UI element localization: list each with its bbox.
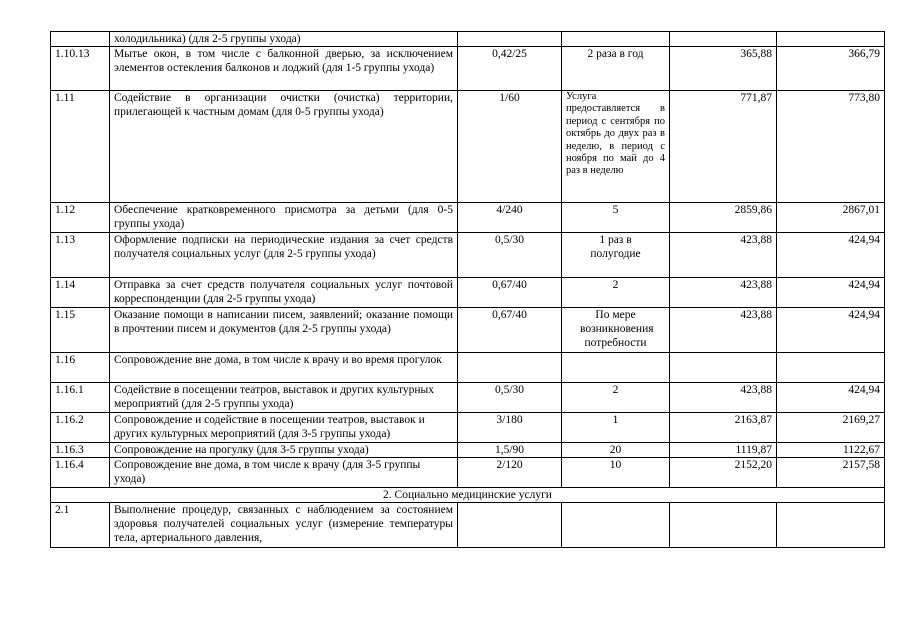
table-row bbox=[51, 383, 885, 413]
row-number: 1.16 bbox=[51, 353, 110, 383]
frequency: 1 bbox=[562, 413, 670, 443]
price-2: 424,94 bbox=[777, 383, 885, 413]
price-1 bbox=[670, 32, 777, 47]
price-2: 424,94 bbox=[777, 308, 885, 353]
price-1: 365,88 bbox=[670, 47, 777, 91]
service-name: Содействие в посещении театров, выставок и других культурных мероприятий (для 2-5 группы ухода) bbox=[110, 383, 458, 413]
price-1: 2859,86 bbox=[670, 203, 777, 233]
row-number: 2.1 bbox=[51, 503, 110, 548]
norm-value bbox=[458, 503, 562, 548]
table-row bbox=[51, 443, 885, 458]
table-row bbox=[51, 233, 885, 278]
table-row bbox=[51, 308, 885, 353]
row-number: 1.13 bbox=[51, 233, 110, 278]
norm-value: 0,67/40 bbox=[458, 308, 562, 353]
service-name: Обеспечение кратковременного присмотра за детьми (для 0-5 группы ухода) bbox=[110, 203, 458, 233]
table-row bbox=[51, 353, 885, 383]
price-2: 2157,58 bbox=[777, 458, 885, 488]
table-body bbox=[51, 32, 885, 548]
norm-value: 1/60 bbox=[458, 91, 562, 203]
table-row bbox=[51, 47, 885, 91]
service-name: Отправка за счет средств получателя социальных услуг почтовой корреспонденции (для 2-5 группы ухода) bbox=[110, 278, 458, 308]
price-2: 1122,67 bbox=[777, 443, 885, 458]
table-row bbox=[51, 503, 885, 548]
service-name: Оформление подписки на периодические издания за счет средств получателя социальных услуг (для 2-5 группы ухода) bbox=[110, 233, 458, 278]
table-row bbox=[51, 458, 885, 488]
row-number: 1.15 bbox=[51, 308, 110, 353]
service-name: холодильника) (для 2-5 группы ухода) bbox=[110, 32, 458, 47]
price-1: 423,88 bbox=[670, 308, 777, 353]
price-1 bbox=[670, 353, 777, 383]
price-2: 424,94 bbox=[777, 278, 885, 308]
row-number: 1.14 bbox=[51, 278, 110, 308]
service-name: Сопровождение вне дома, в том числе к врачу и во время прогулок bbox=[110, 353, 458, 383]
table-row bbox=[51, 278, 885, 308]
frequency: 20 bbox=[562, 443, 670, 458]
frequency: 10 bbox=[562, 458, 670, 488]
service-name: Выполнение процедур, связанных с наблюдением за состоянием здоровья получателей социальных услуг (измерение температуры тела, артериального давления, bbox=[110, 503, 458, 548]
services-table bbox=[50, 31, 885, 548]
norm-value: 0,42/25 bbox=[458, 47, 562, 91]
row-number bbox=[51, 32, 110, 47]
frequency: 1 раз в полугодие bbox=[562, 233, 670, 278]
row-number: 1.16.2 bbox=[51, 413, 110, 443]
service-name: Оказание помощи в написании писем, заявлений; оказание помощи в прочтении писем и документов (для 2-5 группы ухода) bbox=[110, 308, 458, 353]
norm-value: 0,67/40 bbox=[458, 278, 562, 308]
norm-value bbox=[458, 32, 562, 47]
row-number: 1.16.4 bbox=[51, 458, 110, 488]
frequency bbox=[562, 353, 670, 383]
table-row bbox=[51, 32, 885, 47]
price-2 bbox=[777, 503, 885, 548]
frequency bbox=[562, 503, 670, 548]
service-name: Сопровождение и содействие в посещении театров, выставок и других культурных мероприятий (для 3-5 группы ухода) bbox=[110, 413, 458, 443]
price-2: 424,94 bbox=[777, 233, 885, 278]
price-2 bbox=[777, 32, 885, 47]
table-row bbox=[51, 203, 885, 233]
price-2: 773,80 bbox=[777, 91, 885, 203]
service-name: Сопровождение вне дома, в том числе к врачу (для 3-5 группы ухода) bbox=[110, 458, 458, 488]
row-number: 1.12 bbox=[51, 203, 110, 233]
norm-value: 0,5/30 bbox=[458, 383, 562, 413]
frequency: 2 раза в год bbox=[562, 47, 670, 91]
price-1: 423,88 bbox=[670, 278, 777, 308]
section-title: 2. Социально медицинские услуги bbox=[51, 488, 885, 503]
price-1: 771,87 bbox=[670, 91, 777, 203]
frequency: По мере возникновения потребности bbox=[562, 308, 670, 353]
price-2: 2867,01 bbox=[777, 203, 885, 233]
frequency bbox=[562, 32, 670, 47]
frequency: 5 bbox=[562, 203, 670, 233]
table-row bbox=[51, 91, 885, 203]
price-1 bbox=[670, 503, 777, 548]
price-1: 1119,87 bbox=[670, 443, 777, 458]
price-1: 2152,20 bbox=[670, 458, 777, 488]
table-row bbox=[51, 413, 885, 443]
service-name: Мытье окон, в том числе с балконной дверью, за исключением элементов остекления балконов и лоджий (для 1-5 группы ухода) bbox=[110, 47, 458, 91]
price-2 bbox=[777, 353, 885, 383]
row-number: 1.16.3 bbox=[51, 443, 110, 458]
norm-value: 1,5/90 bbox=[458, 443, 562, 458]
norm-value: 3/180 bbox=[458, 413, 562, 443]
price-1: 2163,87 bbox=[670, 413, 777, 443]
row-number: 1.11 bbox=[51, 91, 110, 203]
norm-value bbox=[458, 353, 562, 383]
service-name: Сопровождение на прогулку (для 3-5 группы ухода) bbox=[110, 443, 458, 458]
section-header-row bbox=[51, 488, 885, 503]
price-2: 366,79 bbox=[777, 47, 885, 91]
row-number: 1.10.13 bbox=[51, 47, 110, 91]
norm-value: 4/240 bbox=[458, 203, 562, 233]
norm-value: 0,5/30 bbox=[458, 233, 562, 278]
frequency: Услуга предоставляется в период с сентября по октябрь до двух раз в неделю, в период с ноября по май до 4 раз в неделю bbox=[562, 91, 670, 203]
norm-value: 2/120 bbox=[458, 458, 562, 488]
price-1: 423,88 bbox=[670, 233, 777, 278]
row-number: 1.16.1 bbox=[51, 383, 110, 413]
price-2: 2169,27 bbox=[777, 413, 885, 443]
frequency: 2 bbox=[562, 383, 670, 413]
price-1: 423,88 bbox=[670, 383, 777, 413]
service-name: Содействие в организации очистки (очистка) территории, прилегающей к частным домам (для 0-5 группы ухода) bbox=[110, 91, 458, 203]
frequency: 2 bbox=[562, 278, 670, 308]
